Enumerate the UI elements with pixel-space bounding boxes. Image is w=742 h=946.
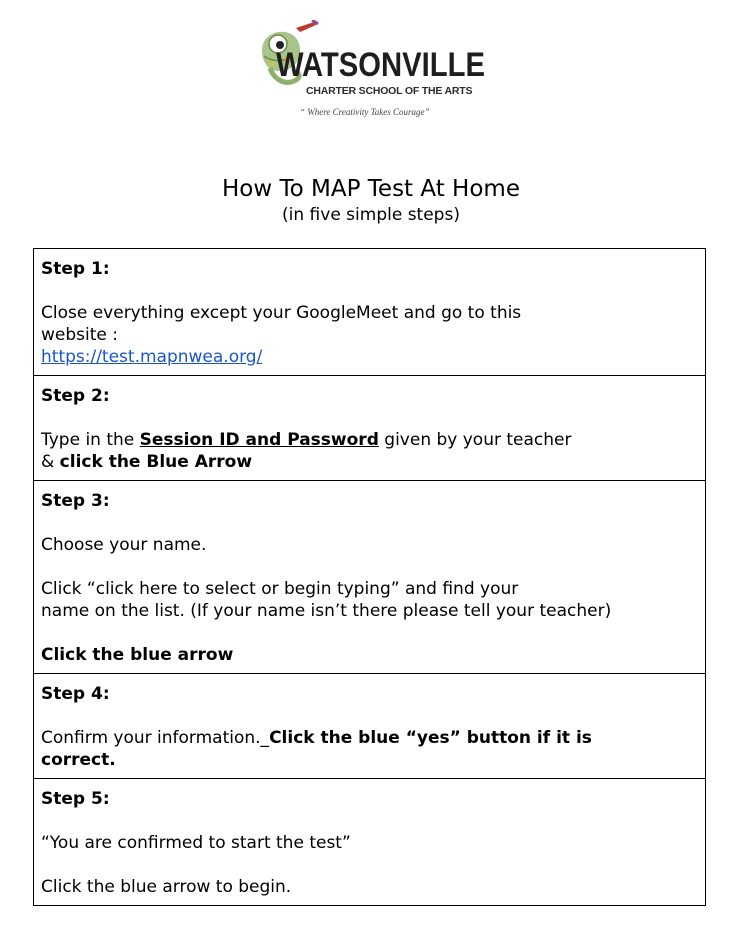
school-logo bbox=[252, 14, 484, 118]
step-row bbox=[34, 779, 706, 906]
step-5-text-2: Click the blue arrow to begin. bbox=[41, 877, 292, 897]
step-1-cell bbox=[34, 249, 706, 376]
step-3-text-3: name on the list. (If your name isn’t there please tell your teacher) bbox=[41, 601, 612, 621]
step-4-text: Confirm your information._ bbox=[41, 728, 270, 748]
logo-subname: CHARTER SCHOOL OF THE ARTS bbox=[306, 85, 473, 97]
step-label: Step 5: bbox=[41, 789, 110, 809]
step-row bbox=[34, 249, 706, 376]
step-row bbox=[34, 674, 706, 779]
logo-brand: WATSONVILLE bbox=[276, 46, 486, 84]
step-label: Step 3: bbox=[41, 491, 110, 511]
step-1-text-cont: website : bbox=[41, 325, 118, 345]
step-3-bold-instruction: Click the blue arrow bbox=[41, 645, 234, 665]
logo-tagline: “ Where Creativity Takes Courage” bbox=[300, 107, 430, 117]
step-3-cell bbox=[34, 481, 706, 674]
page-subtitle: (in five simple steps) bbox=[282, 205, 460, 225]
step-2-text: Type in the bbox=[41, 430, 140, 450]
step-4-bold-instruction: Click the blue “yes” button if it is bbox=[269, 728, 592, 748]
step-row bbox=[34, 376, 706, 481]
step-3-text: Choose your name. bbox=[41, 535, 207, 555]
step-2-ampersand: & bbox=[41, 452, 60, 472]
step-3-text-2: Click “click here to select or begin typing” and find your bbox=[41, 579, 519, 599]
session-id-emphasis: Session ID and Password bbox=[139, 430, 379, 450]
step-4-cell bbox=[34, 674, 706, 779]
step-5-cell bbox=[34, 779, 706, 906]
steps-table bbox=[33, 248, 706, 906]
step-4-bold-instruction-cont: correct. bbox=[41, 750, 116, 770]
step-label: Step 4: bbox=[41, 684, 110, 704]
step-1-text: Close everything except your GoogleMeet and go to this bbox=[41, 303, 522, 323]
map-test-link[interactable]: https://test.mapnwea.org/ bbox=[41, 347, 263, 367]
step-label: Step 1: bbox=[41, 259, 110, 279]
step-2-cell bbox=[34, 376, 706, 481]
step-5-text: “You are confirmed to start the test” bbox=[41, 833, 351, 853]
page-title: How To MAP Test At Home bbox=[222, 176, 520, 202]
step-2-text-post: given by your teacher bbox=[378, 430, 572, 450]
step-label: Step 2: bbox=[41, 386, 110, 406]
step-row bbox=[34, 481, 706, 674]
step-2-bold-instruction: click the Blue Arrow bbox=[59, 452, 253, 472]
